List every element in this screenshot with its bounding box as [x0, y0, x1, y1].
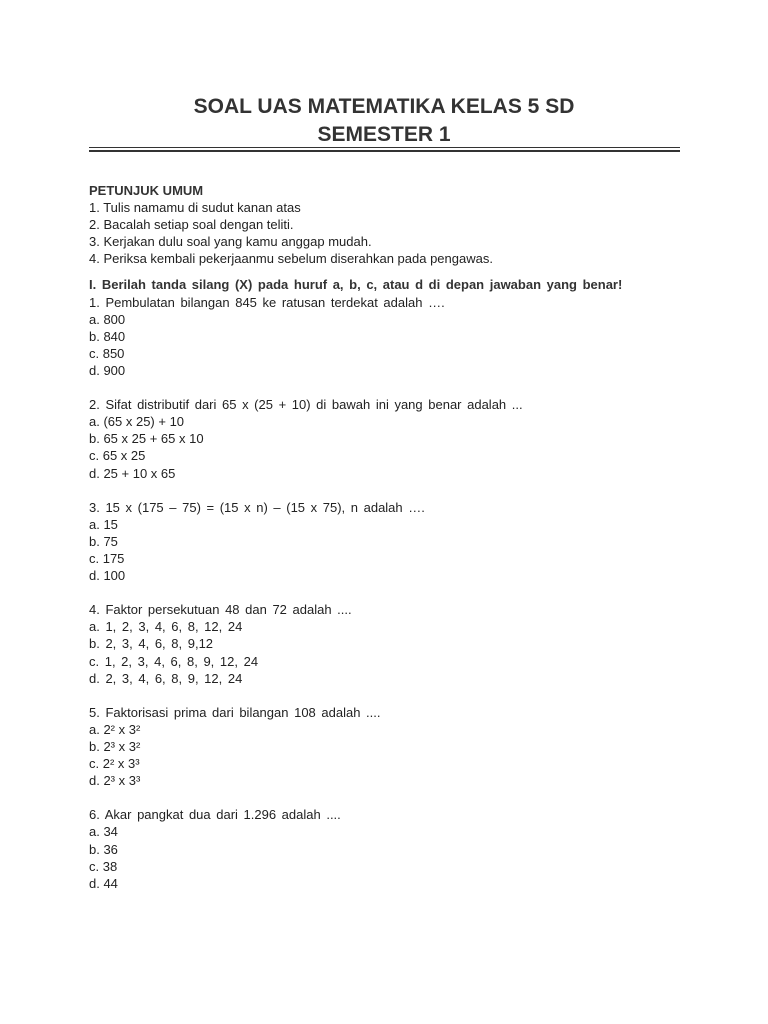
- answer-option: c. 850: [89, 345, 125, 361]
- answer-option: d. 44: [89, 875, 118, 891]
- answer-option: d. 900: [89, 362, 126, 378]
- question-3: [89, 499, 689, 584]
- instruction-item: 3. Kerjakan dulu soal yang kamu anggap mudah.: [89, 234, 372, 250]
- question-text: 1. Pembulatan bilangan 845 ke ratusan terdekat adalah ….: [89, 294, 445, 310]
- instruction-item: 1. Tulis namamu di sudut kanan atas: [89, 200, 301, 216]
- document-title: SOAL UAS MATEMATIKA KELAS 5 SD: [193, 95, 575, 118]
- answer-option: c. 1, 2, 3, 4, 6, 8, 9, 12, 24: [89, 653, 259, 669]
- general-instructions: [89, 182, 689, 267]
- question-6: [89, 806, 689, 891]
- title-divider-thick: [89, 150, 680, 152]
- answer-option: a. 34: [89, 824, 118, 840]
- answer-option: c. 65 x 25: [89, 448, 146, 464]
- question-text: 2. Sifat distributif dari 65 x (25 + 10) di bawah ini yang benar adalah ...: [89, 397, 523, 413]
- instructions-heading: PETUNJUK UMUM: [89, 183, 204, 198]
- question-text: 3. 15 x (175 – 75) = (15 x n) – (15 x 75), n adalah ….: [89, 499, 425, 515]
- instruction-item: 4. Periksa kembali pekerjaanmu sebelum diserahkan pada pengawas.: [89, 251, 493, 267]
- answer-option: b. 65 x 25 + 65 x 10: [89, 431, 204, 447]
- answer-option: d. 2, 3, 4, 6, 8, 9, 12, 24: [89, 670, 243, 686]
- answer-option: a. 2² x 3²: [89, 721, 141, 737]
- section-1: [89, 276, 689, 891]
- answer-option: b. 75: [89, 533, 118, 549]
- instruction-item: 2. Bacalah setiap soal dengan teliti.: [89, 217, 294, 233]
- question-1: [89, 294, 689, 379]
- answer-option: a. (65 x 25) + 10: [89, 414, 185, 430]
- document-body: [89, 182, 689, 892]
- question-text: 6. Akar pangkat dua dari 1.296 adalah ....: [89, 807, 341, 823]
- question-text: 5. Faktorisasi prima dari bilangan 108 adalah ....: [89, 704, 381, 720]
- answer-option: d. 100: [89, 568, 126, 584]
- answer-option: b. 2³ x 3²: [89, 739, 141, 754]
- answer-option: b. 36: [89, 841, 118, 857]
- question-2: [89, 396, 689, 481]
- question-text: 4. Faktor persekutuan 48 dan 72 adalah ....: [89, 602, 352, 618]
- answer-option: a. 15: [89, 516, 118, 532]
- section-heading: I. Berilah tanda silang (X) pada huruf a, b, c, atau d di depan jawaban yang benar!: [89, 277, 623, 293]
- answer-option: b. 2, 3, 4, 6, 8, 9,12: [89, 636, 214, 652]
- answer-option: c. 2² x 3³: [89, 756, 140, 772]
- question-4: [89, 601, 689, 686]
- answer-option: a. 800: [89, 311, 126, 327]
- document-subtitle: SEMESTER 1: [317, 123, 451, 146]
- answer-option: d. 25 + 10 x 65: [89, 465, 176, 481]
- title-divider-thin: [89, 147, 680, 148]
- answer-option: c. 38: [89, 858, 118, 874]
- question-5: [89, 704, 689, 789]
- answer-option: c. 175: [89, 550, 125, 566]
- answer-option: a. 1, 2, 3, 4, 6, 8, 12, 24: [89, 619, 243, 635]
- answer-option: d. 2³ x 3³: [89, 773, 141, 789]
- answer-option: b. 840: [89, 328, 126, 344]
